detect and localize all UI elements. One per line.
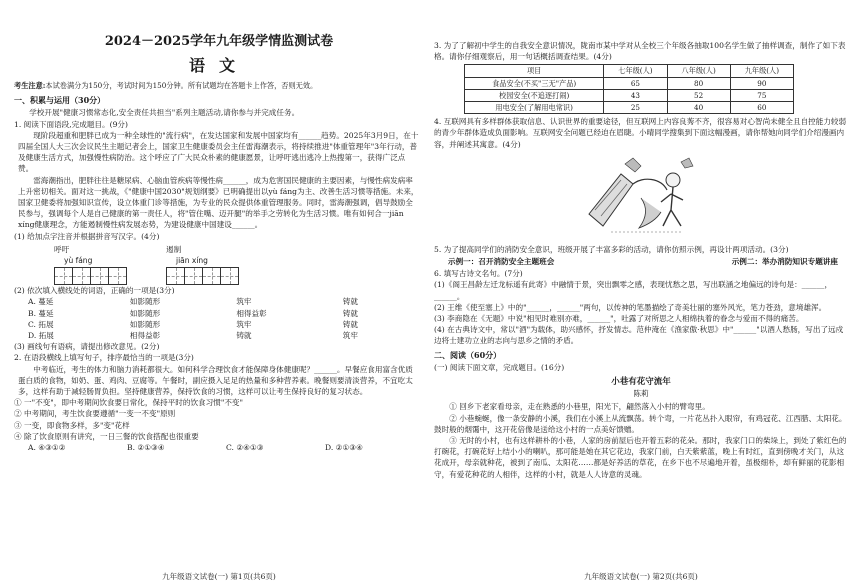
reading-author: 陈莉 (633, 389, 649, 399)
reading-paragraph: ② 小巷蜿蜒，像一条安静的小溪，我们在小溪上从流飘荡。转个弯，一片花丛扑入眼帘，有鸡冠花、江西腊、太阳花。鼓时般的烟霭中，这开花倍像是送给这小村的一点美好馈赠。 (434, 413, 847, 434)
question-6: 6. 填写古诗文名句。(7分) (434, 269, 523, 279)
question-1-1: (1) 给加点字注音并根据拼音写汉字。(4分) (14, 231, 160, 241)
section-2a-heading: (一) 阅读下面文章，完成题目。(16分) (434, 362, 565, 372)
table-cell: 40 (667, 102, 730, 114)
notice-label: 考生注意: (14, 81, 46, 90)
option-d[interactable]: D. ②①③④ (325, 443, 363, 453)
page-footer-right: 九年级语文试卷(一) 第2页(共6页) (434, 571, 848, 582)
question-2-passage: 中考临近，考生的体力和脑力消耗都很大。如何科学合理饮食才能保障身体健康呢？______。早餐应食用富含优质蛋白质的食物，如奶、蛋、鸡肉、豆腐等。午餐时，副应摄入足足的热量和多种营养素。晚餐则要清淡营养，不宜吃太多，这样有助于减轻肠胃负担。坚持健康营养，保持饮食的习惯，这样可以让考生保持良好的复习状态。 (18, 364, 413, 397)
table-cell: 75 (730, 89, 793, 101)
question-1-2: (2) 依次填入横线处的词语，正确的一项是(3分) (14, 286, 175, 296)
question-2-item: ② 中考期间，考生饮食要遵循"一变一不变"原则 (14, 409, 176, 419)
option-word: 如影随形 (129, 297, 161, 307)
table-cell: 43 (604, 89, 667, 101)
option-word[interactable]: D. 拓展 (28, 331, 54, 341)
notice-text: 本试卷满分为150分，考试时间为150分钟。所有试题均在答题卡上作答，否则无效。 (45, 81, 318, 90)
option-word: 铸就 (342, 308, 358, 318)
question-1-passage (18, 130, 420, 231)
option-b[interactable]: B. ②①③④ (127, 443, 165, 453)
pinyin-text: yù fáng (64, 256, 93, 266)
activity-examples (448, 256, 838, 267)
question-2-item: ① 一"不变"，即中考期间饮食要日常化，保持平时的饮食习惯"不变" (14, 398, 244, 408)
table-row (465, 89, 794, 101)
reading-title: 小巷有花守流年 (611, 377, 671, 388)
option-word: 如影随形 (129, 319, 161, 329)
pinyin-word: 遏制 (166, 244, 182, 254)
pinyin-answer-area (54, 244, 424, 285)
option-word: 相得益彰 (129, 331, 161, 341)
option-word[interactable]: C. 拓展 (28, 319, 54, 329)
page-footer-left: 九年级语文试卷(一) 第1页(共6页) (162, 571, 276, 581)
option-word: 筑牢 (342, 331, 358, 341)
table-cell: 90 (730, 77, 793, 89)
answer-boxes[interactable] (166, 267, 238, 285)
option-word: 铸就 (236, 331, 252, 341)
section-2-heading: 二、阅读（60分） (434, 349, 502, 360)
option-word: 如影随形 (129, 308, 161, 318)
table-header: 项目 (465, 65, 604, 77)
question-1-3: (3) 画线句有语病，请提出修改意见。(2分) (14, 342, 160, 352)
option-word: 筑牢 (236, 297, 252, 307)
subject-title: 语文 (188, 56, 249, 75)
option-word[interactable]: A. 蔓延 (28, 297, 54, 307)
question-3: 3. 为了了解初中学生的自我安全意识情况，陇南市某中学对从全校三个年级各抽取100名学生做了抽样调查，制作了如下表格。请你仔细观察后，用一句话概括调查结果。(4分) (434, 41, 846, 62)
table-cell: 食品安全(不买"三无"产品) (465, 77, 604, 89)
option-word: 相得益彰 (236, 308, 267, 318)
pinyin-text: jiān xíng (176, 256, 208, 266)
pinyin-item (166, 244, 238, 285)
passage-paragraph: 雷海潮指出，肥胖往往是糖尿病、心脑血管疾病等慢性病______，成为危害国民健康的主要因素，与慢性病发病率上升密切相关。面对这一挑战，《"健康中国2030"规划纲要》已明确提出以yù fáng为主、改善生活习惯等措施。未来，国家卫健委将加强知识宣传，设立体重门诊等措施，为专业的民众提供体重管理服务。同时，雷海潮强调，倡导鼓励全民参与，强调每个人是自己健康的第一责任人，将"管住嘴、迈开腿"的举手之劳转化为生活习惯。唯有如何合一jiān xíng健康理念，方能遏制慢性病发展态势，为建设健康中国建设______。 (18, 175, 419, 230)
question-2: 2. 在语段横线上填写句子，排序最恰当的一项是(3分) (14, 353, 194, 363)
option-a[interactable]: A. ④③①② (28, 443, 66, 453)
reading-paragraph: ③ 无时的小村，也有这样耕朴的小巷，人家的房前屋后也开着五彩的花朵。那时，我家门口的柴垛上，到处了紫红色的打碗花，打碗花好上结小小的喇叭，那可能是她在其它花边，我家门前，白天紫紫蓝，晚上有时红，直到傍晚才关门，从这花成开，母亲就种花，被到了南瓜、太阳花……都是好养活的草花，在乡下也不尽遍地开着，虽极细朴，却有鲜丽的花影相守，有爱花种花的人相伴，这样的小村，就是人人诗意的灵魂。 (434, 436, 847, 479)
table-cell: 80 (667, 77, 730, 89)
question-2-item: ④ 除了饮食原则有讲究，一日三餐的饮食搭配也很重要 (14, 431, 199, 441)
table-row (465, 77, 794, 89)
table-cell: 用电安全(了解用电常识) (465, 102, 604, 114)
option-word[interactable]: B. 蔓延 (28, 308, 54, 318)
activity-intro: 学校开展"健康习惯常态化,安全责任共担当"系列主题活动,请你参与并完成任务。 (29, 108, 300, 118)
exam-title: 2024－2025学年九年级学情监测试卷 (104, 34, 334, 49)
table-cell: 60 (730, 102, 793, 114)
table-header: 七年级(人) (604, 65, 667, 77)
question-1: 1. 阅读下面语段,完成题目。(9分) (14, 119, 128, 129)
option-c[interactable]: C. ②④①③ (226, 443, 264, 453)
internet-safety-cartoon (581, 154, 701, 240)
question-2-options (28, 442, 424, 453)
answer-boxes[interactable] (54, 267, 126, 285)
example-one: 示例一：召开消防安全主题班会 (448, 257, 555, 267)
survey-table (464, 64, 794, 114)
table-header-row (465, 65, 794, 77)
passage-paragraph: 现阶段超重和肥胖已成为一种全球性的"流行病"，在发达国家和发展中国家均有______趋势。2025年3月9日，在十四届全国人大三次会议民生主题记者会上，国家卫生健康委员会主任雷海潮表示，将持续推进"体重管理年"3年行动，普及健康生活方式，加强慢性病防治。这个呼应了广大民众朴素的健康愿景，让呼吁逃出逃冷上热搜第一，获得广泛点赞。 (18, 130, 419, 174)
option-word: 铸就 (342, 297, 358, 307)
question-5: 5. 为了提高同学们的消防安全意识，班级开展了丰富多彩的活动，请你仿照示例，再设计两项活动。(3分) (434, 244, 789, 254)
question-2-item: ③ 一变，即食物多样，多"变"花样 (14, 420, 130, 430)
table-cell: 25 (604, 102, 667, 114)
pinyin-item (54, 244, 126, 285)
example-two: 示例二：举办消防知识专题讲座 (731, 257, 838, 267)
poem-item: (3) 李商隐在《无题》中说"相见时难别亦难，______"，吐露了对所思之人相绵执着的眷念与爱而不得的痛苦。 (434, 314, 804, 324)
exam-notice (14, 80, 424, 91)
section-1-heading: 一、积累与运用（30分） (14, 95, 106, 106)
table-header: 九年级(人) (730, 65, 793, 77)
question-4: 4. 互联网具有多样群体获取信息、认识世界的重要途径，但互联网上内容良莠不齐，很容易对心智尚未健全且自控能力较弱的青少年群体造成负面影响。互联网安全问题已经迫在眉睫。小晴同学搜集到下面这幅漫画，请你帮她向同学们介绍漫画内容，并阐述其寓意。(4分) (434, 117, 847, 149)
reading-paragraph: ① 回乡下老家看母亲，走在熟悉的小巷里，阳光下，翩然落入小村的臂弯里。 (449, 402, 710, 412)
table-row (465, 102, 794, 114)
table-header: 八年级(人) (667, 65, 730, 77)
table-cell: 65 (604, 77, 667, 89)
table-cell: 校园安全(不追逐打闹) (465, 89, 604, 101)
table-cell: 52 (667, 89, 730, 101)
poem-item: (2) 王维《使至塞上》中的"______，______"两句，以传神的笔墨描绘了奇美壮丽的塞外风光，笔力苍劲，意境雄浑。 (434, 302, 827, 312)
poem-item: (1)《阁王昌龄左迁龙标遥有此寄》中融情于景，突出飘零之感，表现忧愁之思，写出联涵之地偏远的诗句是：______，______。 (434, 280, 833, 301)
pinyin-word: 呼吁 (54, 244, 70, 254)
poem-item: (4) 在古典诗文中，常以"酒"为载体，助兴感怀，抒发情志。范仲淹在《渔家傲·秋思》中"______"以酒人愁肠，写出了远戍边将士建功立业的志向与思乡之情的矛盾。 (434, 325, 844, 346)
right-page (434, 0, 848, 588)
option-word: 铸就 (342, 319, 358, 329)
question-1-2-options (28, 296, 424, 341)
option-word: 筑牢 (236, 319, 252, 329)
left-page (14, 0, 424, 588)
